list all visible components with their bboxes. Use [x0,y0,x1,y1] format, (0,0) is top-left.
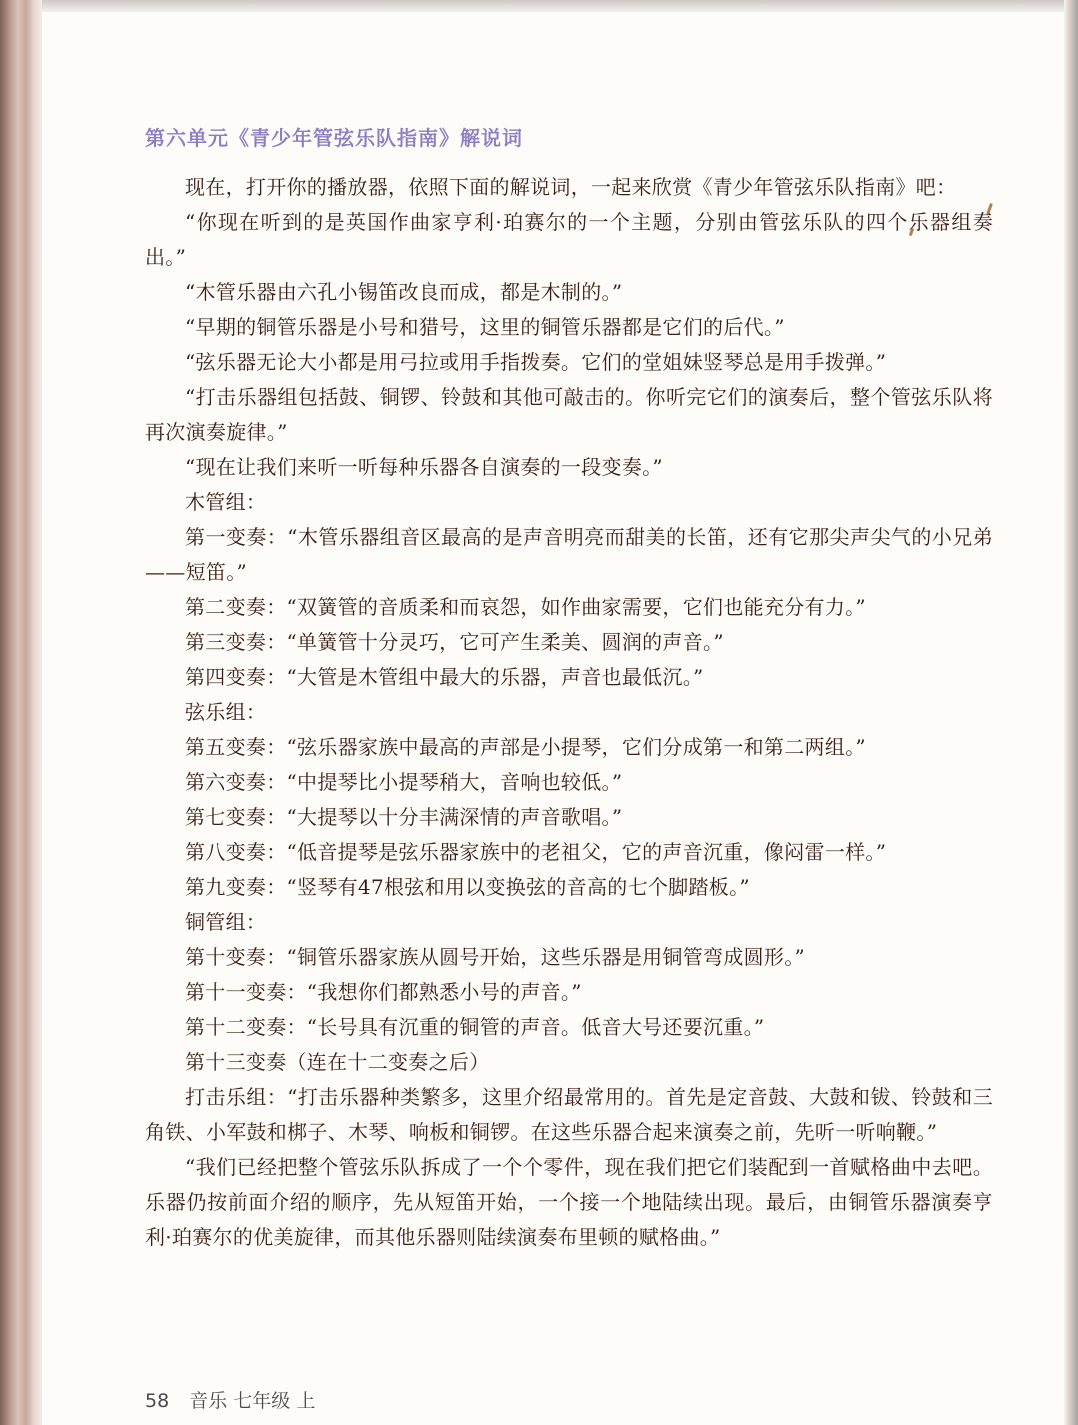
paragraph: 现在，打开你的播放器，依照下面的解说词，一起来欣赏《青少年管弦乐队指南》吧： [185,175,957,199]
variation-item: 第九变奏：“竖琴有47根弦和用以变换弦的音高的七个脚踏板。” [185,875,750,899]
variation-item: 第十一变奏：“我想你们都熟悉小号的声音。” [185,980,582,1004]
section-title: 第六单元《青少年管弦乐队指南》解说词 [145,126,523,150]
variation-item: 第八变奏：“低音提琴是弦乐器家族中的老祖父，它的声音沉重，像闷雷一样。” [185,840,887,864]
percussion-paragraph: 打击乐组：“打击乐器种类繁多，这里介绍最常用的。首先是定音鼓、大鼓和钹、铃鼓和三角铁、小军鼓和梆子、木琴、响板和铜锣。在这些乐器合起来演奏之前，先听一听响鞭。” [145,1085,993,1144]
page-footer [145,1386,315,1413]
page-top-edge [42,0,1064,12]
variation-item: 第十三变奏（连在十二变奏之后） [185,1050,490,1074]
group-heading: 木管组： [185,490,267,514]
variation-item: 第六变奏：“中提琴比小提琴稍大，音响也较低。” [185,770,623,794]
closing-paragraph: “我们已经把整个管弦乐队拆成了一个个零件，现在我们把它们装配到一首赋格曲中去吧。乐器仍按前面介绍的顺序，先从短笛开始，一个接一个地陆续出现。最后，由铜管乐器演奏亨利·珀赛尔的优美旋律，而其他乐器则陆续演奏布里顿的赋格曲。” [145,1155,993,1249]
variation-item: 第一变奏：“木管乐器组音区最高的是声音明亮而甜美的长笛，还有它那尖声尖气的小兄弟——短笛。” [145,525,993,584]
variation-item: 第十变奏：“铜管乐器家族从圆号开始，这些乐器是用铜管弯成圆形。” [185,945,806,969]
variation-item: 第三变奏：“单簧管十分灵巧，它可产生柔美、圆润的声音。” [185,630,724,654]
paragraph: “弦乐器无论大小都是用弓拉或用手指拨奏。它们的堂姐妹竖琴总是用手拨弹。” [185,350,887,374]
paragraph: “现在让我们来听一听每种乐器各自演奏的一段变奏。” [185,455,663,479]
variation-item: 第五变奏：“弦乐器家族中最高的声部是小提琴，它们分成第一和第二两组。” [185,735,866,759]
variation-item: 第四变奏：“大管是木管组中最大的乐器，声音也最低沉。” [185,665,704,689]
variation-item: 第二变奏：“双簧管的音质柔和而哀怨，如作曲家需要，它们也能充分有力。” [185,595,866,619]
commentary-text [145,170,993,1255]
paragraph: “木管乐器由六孔小锡笛改良而成，都是木制的。” [185,280,623,304]
book-spine [0,0,42,1425]
paragraph: “早期的铜管乐器是小号和猎号，这里的铜管乐器都是它们的后代。” [185,315,785,339]
book-title: 音乐 七年级 上 [189,1390,316,1412]
page-right-edge [1064,0,1078,1425]
group-heading: 铜管组： [185,910,267,934]
paragraph: “你现在听到的是英国作曲家亨利·珀赛尔的一个主题，分别由管弦乐队的四个乐器组奏出。” [145,210,993,269]
page-number: 58 [145,1390,170,1412]
group-heading: 弦乐组： [185,700,267,724]
paragraph: “打击乐器组包括鼓、铜锣、铃鼓和其他可敲击的。你听完它们的演奏后，整个管弦乐队将再次演奏旋律。” [145,385,993,444]
variation-item: 第七变奏：“大提琴以十分丰满深情的声音歌唱。” [185,805,623,829]
variation-item: 第十二变奏：“长号具有沉重的铜管的声音。低音大号还要沉重。” [185,1015,765,1039]
